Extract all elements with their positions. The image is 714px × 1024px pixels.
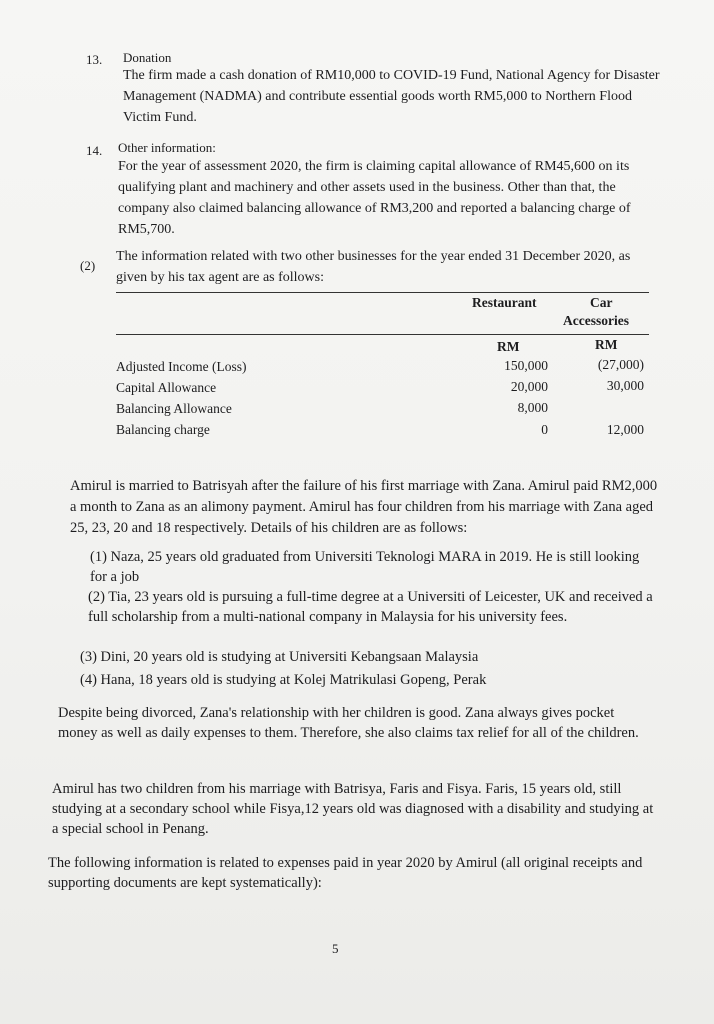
car-value: 12,000	[606, 422, 644, 437]
item-13-text: The firm made a cash donation of RM10,000 to COVID-19 Fund, National Agency for Disaster Management (NADMA) and contribute essential goods worth RM5,000 to Northern Flood Victim Fund.	[123, 68, 660, 125]
row-label: Balancing Allowance	[116, 401, 232, 416]
item-14-title: Other information:	[118, 140, 216, 155]
item-14-number: 14.	[86, 143, 103, 158]
header-restaurant: Restaurant	[472, 295, 537, 310]
page-number: 5	[332, 941, 339, 956]
paragraph-divorced: Despite being divorced, Zana's relationship with her children is good. Zana always gives pocket money as well as daily expenses to them. Therefore, she also claims tax relief for all of the children.	[58, 705, 639, 741]
car-value: (27,000)	[597, 357, 644, 372]
item-14-text: For the year of assessment 2020, the firm is claiming capital allowance of RM45,600 on its qualifying plant and machinery and other assets used in the business. Other than that, the company also claimed balancing allowance of RM3,200 and reported a balancing charge of RM5,700.	[118, 159, 631, 237]
part-2-number: (2)	[80, 258, 96, 273]
item-13-number: 13.	[86, 52, 103, 67]
unit-restaurant: RM	[497, 339, 520, 354]
item-13-title: Donation	[123, 50, 172, 65]
restaurant-value: 20,000	[510, 379, 548, 394]
restaurant-value: 0	[541, 422, 548, 437]
row-label: Capital Allowance	[116, 380, 217, 395]
paragraph-following: The following information is related to expenses paid in year 2020 by Amirul (all original receipts and supporting documents are kept systematically):	[48, 855, 643, 891]
row-label: Adjusted Income (Loss)	[116, 359, 247, 374]
list-item: (2) Tia, 23 years old is pursuing a full-time degree at a Universiti of Leicester, UK and received a full scholarship from a multi-national company in Malaysia for his university fees.	[88, 589, 653, 625]
part-2-intro: The information related with two other businesses for the year ended 31 December 2020, as given by his tax agent are as follows:	[116, 249, 631, 285]
paragraph-batrisya: Amirul has two children from his marriage with Batrisya, Faris and Fisya. Faris, 15 years old, still studying at a secondary school while Fisya,12 years old was diagnosed with a disability and studying at a special school in Penang.	[52, 781, 654, 837]
list-item: (3) Dini, 20 years old is studying at Universiti Kebangsaan Malaysia	[80, 649, 479, 665]
restaurant-value: 8,000	[517, 400, 548, 415]
header-car: Car	[590, 295, 613, 310]
table-header-rule	[116, 334, 649, 335]
list-item: (1) Naza, 25 years old graduated from Universiti Teknologi MARA in 2019. He is still looking for a job	[90, 549, 640, 585]
restaurant-value: 150,000	[504, 358, 548, 373]
unit-car: RM	[595, 337, 618, 352]
table-top-rule	[116, 292, 649, 293]
header-accessories: Accessories	[563, 313, 629, 328]
row-label: Balancing charge	[116, 422, 210, 437]
paragraph-amirul: Amirul is married to Batrisyah after the failure of his first marriage with Zana. Amirul paid RM2,000 a month to Zana as an alimony payment. Amirul has four children from his marriage with Zana aged 25, 23, 20 and 18 respectively. Details of his children are as follows:	[70, 478, 658, 536]
car-value: 30,000	[606, 378, 644, 393]
list-item: (4) Hana, 18 years old is studying at Kolej Matrikulasi Gopeng, Perak	[80, 672, 487, 688]
